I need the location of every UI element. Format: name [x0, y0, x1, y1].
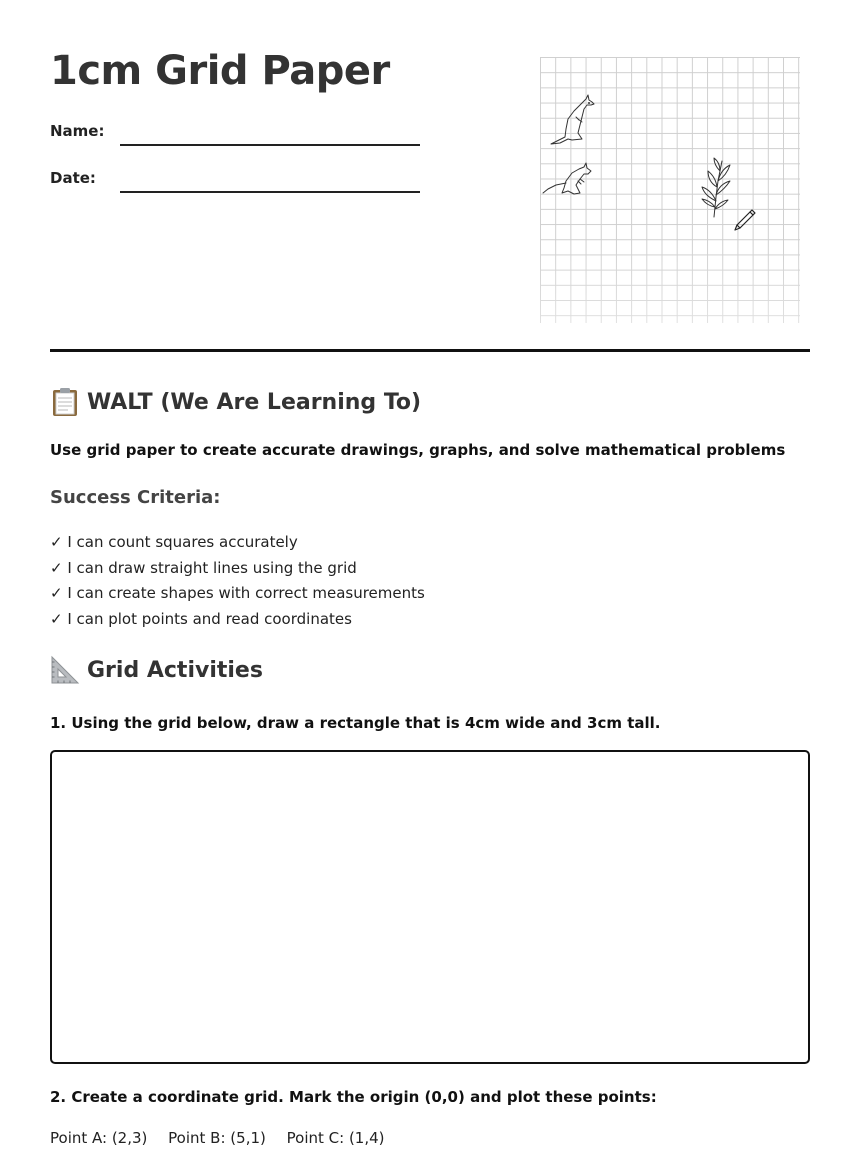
clipboard-icon: [50, 387, 80, 417]
point-c: Point C: (1,4): [286, 1129, 385, 1147]
walt-heading: [50, 387, 421, 417]
points-list: [50, 1129, 401, 1147]
kangaroo-standing-icon: [548, 95, 598, 145]
name-label: Name:: [50, 122, 105, 140]
header-divider: [50, 349, 810, 352]
success-criteria-list: [50, 530, 425, 632]
question-2: 2. Create a coordinate grid. Mark the origin (0,0) and plot these points:: [50, 1088, 657, 1106]
date-label: Date:: [50, 169, 96, 187]
walt-heading-text: WALT (We Are Learning To): [87, 389, 422, 415]
grid-paper-illustration: [540, 57, 800, 323]
set-square-icon: [50, 655, 80, 685]
pencil-icon: [732, 207, 758, 233]
leaf-branch-icon: [696, 157, 736, 219]
kangaroo-hopping-icon: [542, 163, 594, 197]
criteria-item: ✓ I can draw straight lines using the grid: [50, 558, 357, 577]
point-a: Point A: (2,3): [50, 1129, 148, 1147]
point-b: Point B: (5,1): [168, 1129, 266, 1147]
name-line[interactable]: [120, 144, 420, 146]
success-criteria-title: Success Criteria:: [50, 487, 221, 508]
grid-activities-heading: [50, 655, 263, 685]
criteria-item: ✓ I can count squares accurately: [50, 533, 298, 551]
criteria-item: ✓ I can plot points and read coordinates: [50, 609, 352, 628]
rectangle-drawing-area[interactable]: [50, 750, 810, 1064]
page-title: 1cm Grid Paper: [50, 48, 390, 94]
criteria-item: ✓ I can create shapes with correct measurements: [50, 584, 425, 603]
grid-activities-heading-text: Grid Activities: [87, 657, 263, 683]
question-1: 1. Using the grid below, draw a rectangle that is 4cm wide and 3cm tall.: [50, 714, 661, 732]
date-line[interactable]: [120, 191, 420, 193]
walt-objective: Use grid paper to create accurate drawings, graphs, and solve mathematical problems: [50, 441, 786, 459]
